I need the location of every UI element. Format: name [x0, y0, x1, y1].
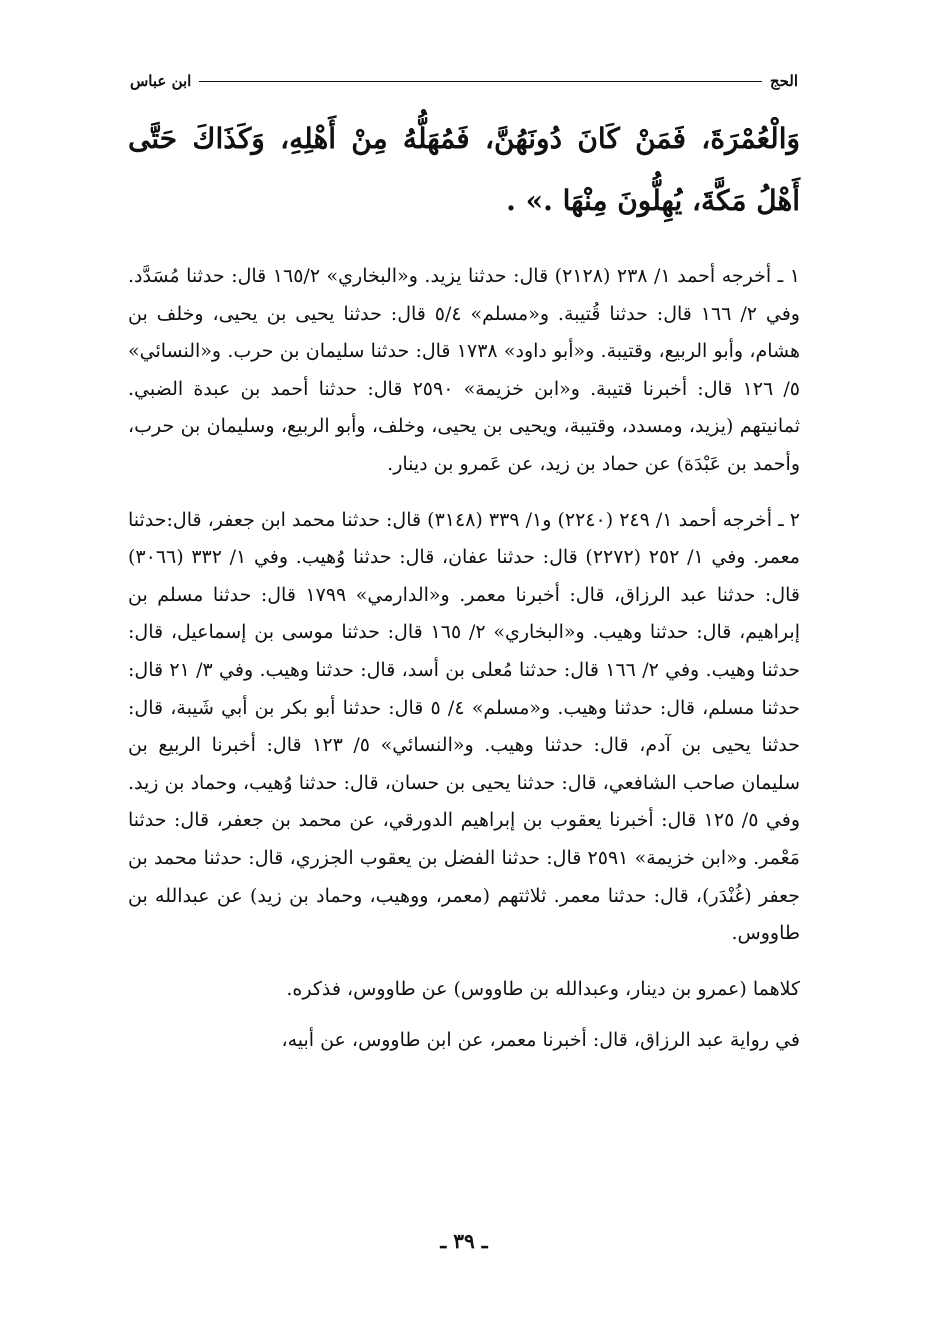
page-body — [128, 108, 800, 1078]
footnote-2: ٢ ـ أخرجه أحمد ١/ ٢٤٩ (٢٢٤٠) و١/ ٣٣٩ (٣١٤٨) قال: حدثنا محمد ابن جعفر، قال:حدثنا معمر. وفي ١/ ٢٥٢ (٢٢٧٢) قال: حدثنا عفان، قال: حدثنا وُهيب. وفي ١/ ٣٣٢ (٣٠٦٦) قال: حدثنا عبد الرزاق، قال: أخبرنا معمر. و«الدارمي» ١٧٩٩ قال: حدثنا مسلم بن إبراهيم، قال: حدثنا وهيب. و«البخاري» ٢/ ١٦٥ قال: حدثنا موسى بن إسماعيل، قال: حدثنا وهيب. وفي ٢/ ١٦٦ قال: حدثنا مُعلى بن أسد، قال: حدثنا وهيب. وفي ٣/ ٢١ قال: حدثنا مسلم، قال: حدثنا وهيب. و«مسلم» ٤/ ٥ قال: حدثنا أبو بكر بن أبي شَيبة، قال: حدثنا يحيى بن آدم، قال: حدثنا وهيب. و«النسائي» ٥/ ١٢٣ قال: أخبرنا الربيع بن سليمان صاحب الشافعي، قال: حدثنا يحيى بن حسان، قال: حدثنا وُهيب، وحماد بن زيد. وفي ٥/ ١٢٥ قال: أخبرنا يعقوب بن إبراهيم الدورقي، عن محمد بن جعفر، قال: حدثنا مَعْمر. و«ابن خزيمة» ٢٥٩١ قال: حدثنا الفضل بن يعقوب الجزري، قال: حدثنا محمد بن جعفر (غُنْدَر)، قال: حدثنا معمر. ثلاثتهم (معمر، ووهيب، وحماد بن زيد) عن عبدالله بن طاووس. — [128, 508, 800, 945]
page-number: ـ ٣٩ ـ — [440, 1229, 488, 1253]
chapter-title: الحج — [769, 72, 798, 90]
hadith-text: وَالْعُمْرَةَ، فَمَنْ كَانَ دُونَهُنَّ، فَمُهَلُّهُ مِنْ أَهْلِهِ، وَكَذَاكَ حَتَّى أَهْلُ مَكَّةَ، يُهِلُّونَ مِنْهَا .» . — [128, 122, 800, 217]
footnote-1: ١ ـ أخرجه أحمد ١/ ٢٣٨ (٢١٢٨) قال: حدثنا يزيد. و«البخاري» ١٦٥/٢ قال: حدثنا مُسَدَّد. وفي ٢/ ١٦٦ قال: حدثنا قُتيبة. و«مسلم» ٥/٤ قال: حدثنا يحيى بن يحيى، وخلف بن هشام، وأبو الربيع، وقتيبة. و«أبو داود» ١٧٣٨ قال: حدثنا سليمان بن حرب. و«النسائي» ٥/ ١٢٦ قال: أخبرنا قتيبة. و«ابن خزيمة» ٢٥٩٠ قال: حدثنا أحمد بن عبدة الضبي. ثمانيتهم (يزيد، ومسدد، وقتيبة، ويحيى بن يحيى، وخلف، وأبو الربيع، وسليمان بن حرب، وأحمد بن عَبْدَة) عن حماد بن زيد، عن عَمرو بن دينار. — [128, 265, 801, 475]
narrator-title: ابن عباس — [130, 72, 192, 90]
narration-line: في رواية عبد الرزاق، قال: أخبرنا معمر، عن ابن طاووس، عن أبيه، — [281, 1029, 800, 1052]
running-head — [130, 72, 798, 90]
summary-line: كلاهما (عمرو بن دينار، وعبدالله بن طاووس) عن طاووس، فذكره. — [286, 977, 800, 1000]
header-rule — [199, 81, 762, 82]
